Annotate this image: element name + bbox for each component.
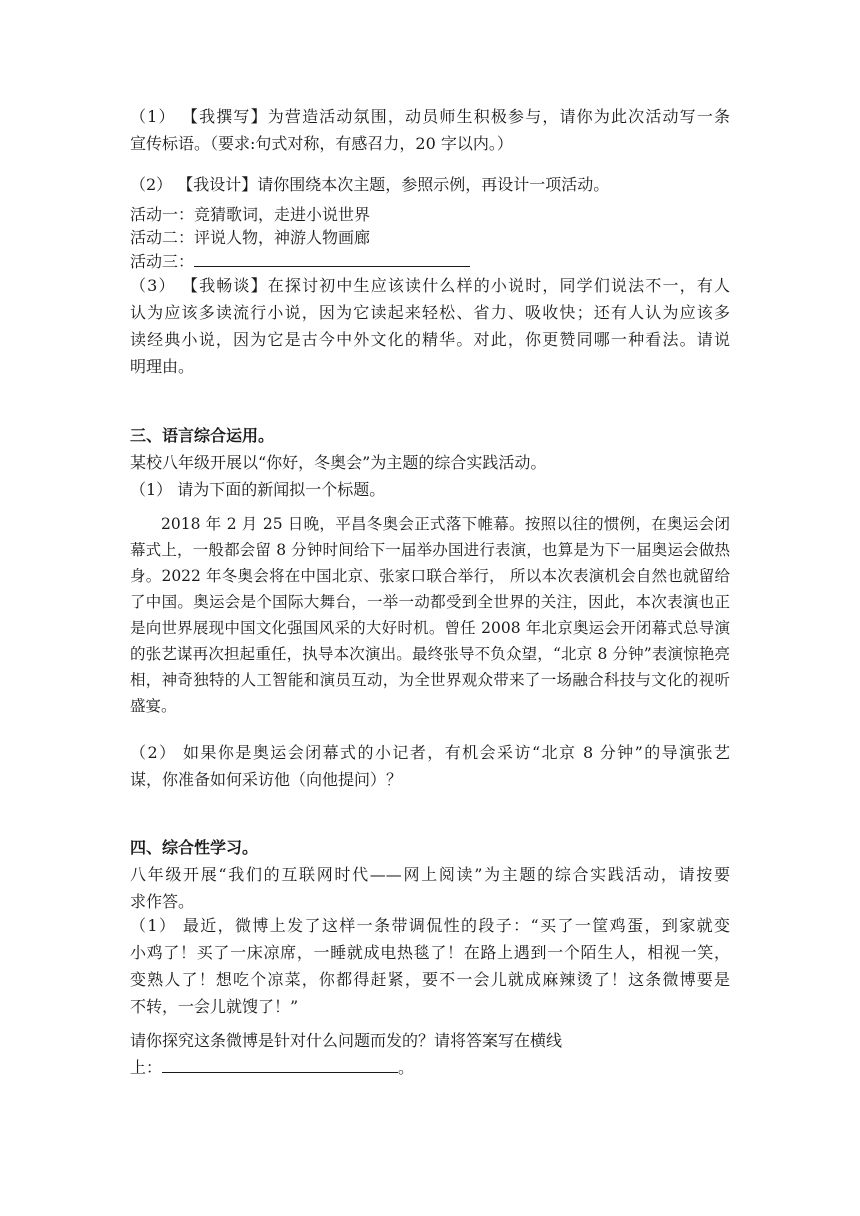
q3-line-4: 明理由。: [130, 357, 195, 376]
q2-text: （2） 【我设计】请你围绕本次主题，参照示例，再设计一项活动。: [130, 175, 610, 194]
q1-line-2: 宣传标语。（要求:句式对称，有感召力，20 字以内。）: [130, 134, 513, 153]
section-4-q1-line-1: （1） 最近，微博上发了这样一条带调侃性的段子：“买了一筐鸡蛋，到家就变: [130, 916, 730, 935]
activity-3: [130, 250, 730, 273]
activity-3-label: 活动三：: [130, 252, 195, 271]
section-3-heading: 三、语言综合运用。: [130, 426, 275, 445]
q3-line-1: （3） 【我畅谈】在探讨初中生应该读什么样的小说时，同学们说法不一，有人: [130, 276, 730, 295]
activity-2: 活动二：评说人物，神游人物画廊: [130, 228, 371, 247]
activity-1: 活动一：竞猜歌词，走进小说世界: [130, 205, 371, 224]
ask-suffix: 。: [398, 1058, 415, 1077]
q3-line-3: 读经典小说，因为它是古今中外文化的精华。对此，你更赞同哪一种看法。请说: [130, 330, 730, 349]
section-4-intro-line-1: 八年级开展“我们的互联网时代——网上阅读”为主题的综合实践活动，请按要: [130, 865, 730, 884]
section-3-q1: （1） 请为下面的新闻拟一个标题。: [130, 480, 386, 499]
ask-prefix: 上：: [130, 1058, 163, 1077]
section-4-q1-line-3: 变熟人了！想吃个凉菜，你都得赶紧，要不一会儿就成麻辣烫了！这条微博要是: [130, 970, 730, 989]
q3-line-2: 认为应该多读流行小说，因为它读起来轻松、省力、吸收快；还有人认为应该多: [130, 303, 730, 322]
activity-3-answer-line[interactable]: [194, 250, 470, 267]
section-4-intro-line-2: 求作答。: [130, 892, 195, 911]
section-4-q1-line-2: 小鸡了！买了一床凉席，一睡就成电热毯了！在路上遇到一个陌生人，相视一笑，: [130, 943, 730, 962]
section-4-q1-line-4: 不转，一会儿就馊了！”: [130, 997, 299, 1016]
section-4-ask-line-2: [130, 1055, 730, 1081]
section-3-q2-line-2: 谋，你准备如何采访他（向他提问）？: [130, 770, 403, 789]
q1-line-1: （1） 【我撰写】为营造活动氛围，动员师生积极参与，请你为此次活动写一条: [130, 107, 730, 126]
news-article: 2018 年 2 月 25 日晚，平昌冬奥会正式落下帷幕。按照以往的惯例，在奥运会闭幕式上，一般都会留 8 分钟时间给下一届举办国进行表演，也算是为下一届奥运会做热身。2022 年冬奥会将在中国北京、张家口联合举行， 所以本次表演机会自然也就留给了中国。奥运会是个国际大舞台，一举一动都受到全世界的关注，因此，本次表演也正是向世界展现中国文化强国风采的大好时机。曾任 2008 年北京奥运会开闭幕式总导演的张艺谋再次担起重任，执导本次演出。最终张导不负众望，“北京 8 分钟”表演惊艳亮相，神奇独特的人工智能和演员互动，为全世界观众带来了一场融合科技与文化的视听盛宴。: [130, 515, 730, 715]
section-4-heading: 四、综合性学习。: [130, 838, 259, 857]
section-3-intro: 某校八年级开展以“你好，冬奥会”为主题的综合实践活动。: [130, 453, 547, 472]
ask-answer-line[interactable]: [162, 1056, 398, 1073]
section-4-ask-line-1: 请你探究这条微博是针对什么问题而发的？请将答案写在横线: [130, 1031, 563, 1050]
section-3-q2-line-1: （2） 如果你是奥运会闭幕式的小记者，有机会采访“北京 8 分钟”的导演张艺: [130, 743, 730, 762]
